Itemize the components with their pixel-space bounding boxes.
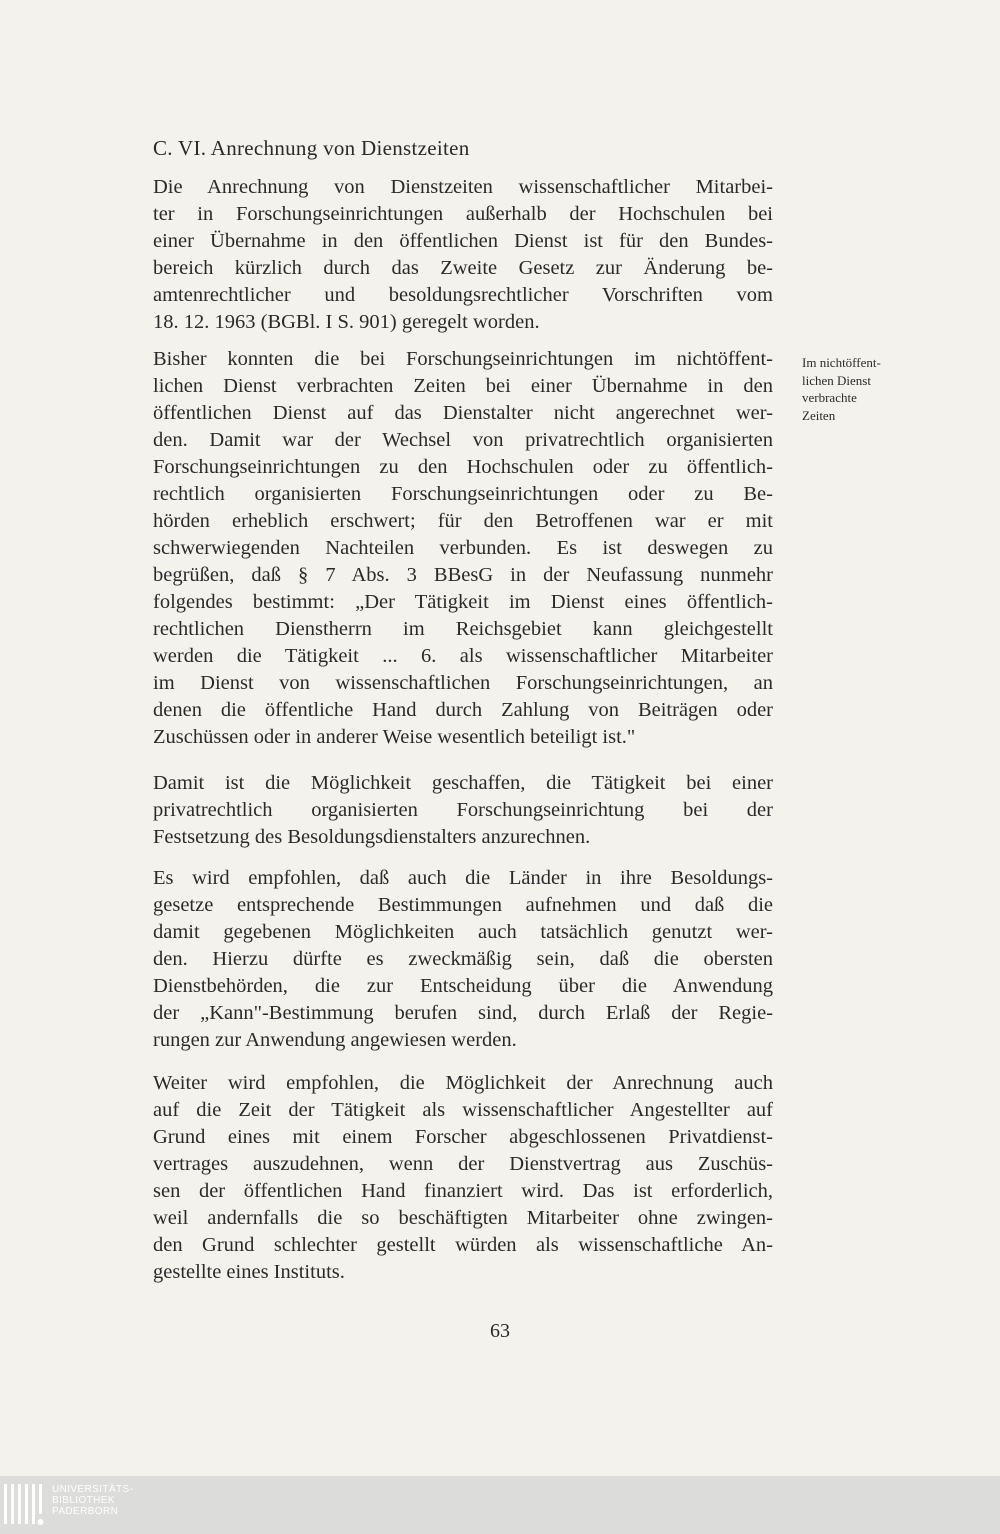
text-line: Dienstbehörden, die zur Entscheidung über die Anwendung: [153, 975, 773, 997]
margin-note: [802, 354, 912, 424]
text-line: vertrages auszudehnen, wenn der Dienstvertrag aus Zuschüs-: [153, 1153, 773, 1175]
margin-note-line: Im nichtöffent-: [802, 355, 881, 370]
text-line: gesetze entsprechende Bestimmungen aufnehmen und daß die: [153, 894, 773, 916]
text-line: amtenrechtlicher und besoldungsrechtlicher Vorschriften vom: [153, 284, 773, 306]
paragraph-1: [153, 174, 773, 336]
text-line: der „Kann"-Bestimmung berufen sind, durch Erlaß der Regie-: [153, 1002, 773, 1024]
paragraph-3: [153, 770, 773, 851]
text-line: Zuschüssen oder in anderer Weise wesentlich beteiligt ist.": [153, 726, 636, 748]
text-line: Es wird empfohlen, daß auch die Länder in ihre Besoldungs-: [153, 867, 773, 889]
text-line: öffentlichen Dienst auf das Dienstalter nicht angerechnet wer-: [153, 402, 773, 424]
text-line: werden die Tätigkeit ... 6. als wissenschaftlicher Mitarbeiter: [153, 645, 773, 667]
text-line: 18. 12. 1963 (BGBl. I S. 901) geregelt worden.: [153, 311, 540, 333]
text-line: den. Hierzu dürfte es zweckmäßig sein, daß die obersten: [153, 948, 773, 970]
text-line: rechtlich organisierten Forschungseinrichtungen oder zu Be-: [153, 483, 773, 505]
text-line: gestellte eines Instituts.: [153, 1261, 345, 1283]
text-line: im Dienst von wissenschaftlichen Forschungseinrichtungen, an: [153, 672, 773, 694]
margin-note-line: Zeiten: [802, 407, 836, 423]
library-logo-line: PADERBORN: [52, 1506, 119, 1517]
text-line: Festsetzung des Besoldungsdienstalters anzurechnen.: [153, 826, 591, 848]
text-line: weil andernfalls die so beschäftigten Mitarbeiter ohne zwingen-: [153, 1207, 773, 1229]
text-line: ter in Forschungseinrichtungen außerhalb der Hochschulen bei: [153, 203, 773, 225]
paragraph-5: [153, 1070, 773, 1286]
text-line: Damit ist die Möglichkeit geschaffen, die Tätigkeit bei einer: [153, 772, 773, 794]
text-line: Grund eines mit einem Forscher abgeschlossenen Privatdienst-: [153, 1126, 773, 1148]
text-line: den Grund schlechter gestellt würden als wissenschaftliche An-: [153, 1234, 773, 1256]
text-line: rechtlichen Dienstherrn im Reichsgebiet kann gleichgestellt: [153, 618, 773, 640]
text-line: auf die Zeit der Tätigkeit als wissenschaftlicher Angestellter auf: [153, 1099, 773, 1121]
text-line: Bisher konnten die bei Forschungseinrichtungen im nichtöffent-: [153, 348, 773, 370]
text-line: lichen Dienst verbrachten Zeiten bei einer Übernahme in den: [153, 375, 773, 397]
margin-note-line: verbrachte: [802, 390, 857, 405]
text-line: bereich kürzlich durch das Zweite Gesetz zur Änderung be-: [153, 257, 773, 279]
text-line: den. Damit war der Wechsel von privatrechtlich organisierten: [153, 429, 773, 451]
paragraph-2: [153, 346, 773, 751]
text-line: denen die öffentliche Hand durch Zahlung von Beiträgen oder: [153, 699, 773, 721]
section-heading: C. VI. Anrechnung von Dienstzeiten: [153, 136, 470, 160]
text-line: privatrechtlich organisierten Forschungseinrichtung bei der: [153, 799, 773, 821]
text-line: einer Übernahme in den öffentlichen Dienst ist für den Bundes-: [153, 230, 773, 252]
library-logo-line: BIBLIOTHEK: [52, 1495, 115, 1506]
text-line: schwerwiegenden Nachteilen verbunden. Es ist deswegen zu: [153, 537, 773, 559]
text-line: Weiter wird empfohlen, die Möglichkeit der Anrechnung auch: [153, 1072, 773, 1094]
text-line: damit gegebenen Möglichkeiten auch tatsächlich genutzt wer-: [153, 921, 773, 943]
library-logo-text: [52, 1484, 133, 1517]
text-line: rungen zur Anwendung angewiesen werden.: [153, 1029, 517, 1051]
library-logo-line: UNIVERSITÄTS-: [52, 1484, 134, 1495]
text-line: sen der öffentlichen Hand finanziert wird. Das ist erforderlich,: [153, 1180, 773, 1202]
library-logo-bars-icon: [0, 1484, 48, 1534]
text-line: begrüßen, daß § 7 Abs. 3 BBesG in der Neufassung nunmehr: [153, 564, 773, 586]
text-line: hörden erheblich erschwert; für den Betroffenen war er mit: [153, 510, 773, 532]
library-logo: [0, 1482, 160, 1532]
text-line: Forschungseinrichtungen zu den Hochschulen oder zu öffentlich-: [153, 456, 773, 478]
text-line: folgendes bestimmt: „Der Tätigkeit im Dienst eines öffentlich-: [153, 591, 773, 613]
paragraph-4: [153, 865, 773, 1054]
page-number: 63: [490, 1320, 510, 1342]
margin-note-line: lichen Dienst: [802, 372, 871, 388]
text-line: Die Anrechnung von Dienstzeiten wissenschaftlicher Mitarbei-: [153, 176, 773, 198]
